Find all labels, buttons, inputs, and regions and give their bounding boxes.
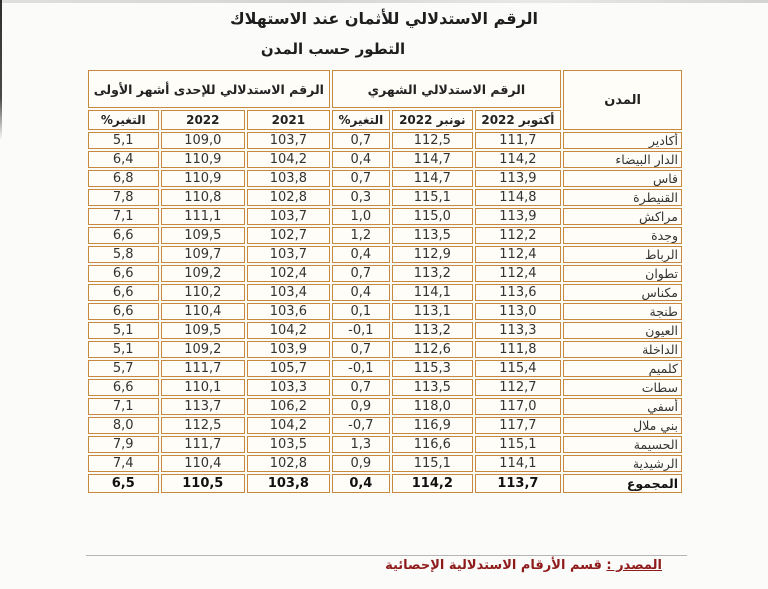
city-name-cell: سطات	[563, 379, 682, 396]
yearly-change-cell: 7,1	[88, 208, 159, 225]
column-group-monthly-index: الرقم الاستدلالي الشهري	[332, 70, 562, 108]
table-row	[88, 189, 682, 206]
index-2022-cell: 110,9	[161, 151, 246, 168]
november-index-cell: 115,1	[392, 189, 473, 206]
table-row	[88, 132, 682, 149]
index-2022-cell: 111,1	[161, 208, 246, 225]
november-index-cell: 112,6	[392, 341, 473, 358]
november-index-cell: 118,0	[392, 398, 473, 415]
october-index-cell: 111,7	[475, 132, 562, 149]
monthly-change-cell: -0,1	[332, 360, 390, 377]
monthly-change-cell: 1,3	[332, 436, 390, 453]
monthly-change-cell: -0,1	[332, 322, 390, 339]
monthly-change-cell: 0,4	[332, 246, 390, 263]
november-index-cell: 113,1	[392, 303, 473, 320]
table-row	[88, 398, 682, 415]
index-2021-cell: 103,7	[247, 132, 330, 149]
october-index-cell: 114,1	[475, 455, 562, 472]
index-2021-cell: 104,2	[247, 322, 330, 339]
monthly-change-cell: 0,3	[332, 189, 390, 206]
city-name-cell: مكناس	[563, 284, 682, 301]
october-index-cell: 115,4	[475, 360, 562, 377]
november-index-cell: 114,7	[392, 170, 473, 187]
yearly-change-cell: 6,6	[88, 284, 159, 301]
november-index-cell: 114,2	[392, 474, 473, 493]
index-2022-cell: 112,5	[161, 417, 246, 434]
yearly-change-cell: 7,4	[88, 455, 159, 472]
november-index-cell: 113,5	[392, 379, 473, 396]
cpi-by-city-table	[86, 68, 684, 495]
table-row	[88, 284, 682, 301]
november-index-cell: 115,0	[392, 208, 473, 225]
yearly-change-cell: 8,0	[88, 417, 159, 434]
index-2021-cell: 106,2	[247, 398, 330, 415]
yearly-change-cell: 5,7	[88, 360, 159, 377]
index-2021-cell: 105,7	[247, 360, 330, 377]
city-name-cell: فاس	[563, 170, 682, 187]
index-2021-cell: 103,9	[247, 341, 330, 358]
city-name-cell: بني ملال	[563, 417, 682, 434]
index-2021-cell: 103,8	[247, 474, 330, 493]
october-index-cell: 113,7	[475, 474, 562, 493]
table-body	[88, 132, 682, 493]
index-2022-cell: 111,7	[161, 436, 246, 453]
yearly-change-cell: 6,6	[88, 265, 159, 282]
index-2022-cell: 110,8	[161, 189, 246, 206]
city-name-cell: تطوان	[563, 265, 682, 282]
october-index-cell: 117,0	[475, 398, 562, 415]
monthly-change-cell: 1,2	[332, 227, 390, 244]
city-name-cell: الرباط	[563, 246, 682, 263]
november-index-cell: 112,5	[392, 132, 473, 149]
october-index-cell: 115,1	[475, 436, 562, 453]
table-row	[88, 265, 682, 282]
city-name-cell: أسفي	[563, 398, 682, 415]
index-2021-cell: 104,2	[247, 417, 330, 434]
index-2021-cell: 103,7	[247, 246, 330, 263]
november-index-cell: 114,1	[392, 284, 473, 301]
october-index-cell: 114,8	[475, 189, 562, 206]
monthly-change-cell: 0,9	[332, 455, 390, 472]
index-2022-cell: 109,5	[161, 227, 246, 244]
index-2021-cell: 103,8	[247, 170, 330, 187]
october-index-cell: 113,6	[475, 284, 562, 301]
column-header-monthly-change: التغير%	[332, 110, 390, 130]
city-name-cell: الحسيمة	[563, 436, 682, 453]
october-index-cell: 113,3	[475, 322, 562, 339]
october-index-cell: 112,4	[475, 246, 562, 263]
column-header-yearly-change: التغير%	[88, 110, 159, 130]
november-index-cell: 114,7	[392, 151, 473, 168]
october-index-cell: 113,0	[475, 303, 562, 320]
city-name-cell: مراكش	[563, 208, 682, 225]
index-2021-cell: 104,2	[247, 151, 330, 168]
index-2022-cell: 109,0	[161, 132, 246, 149]
yearly-change-cell: 6,6	[88, 379, 159, 396]
yearly-change-cell: 7,8	[88, 189, 159, 206]
index-2021-cell: 103,6	[247, 303, 330, 320]
city-name-cell: طنجة	[563, 303, 682, 320]
city-name-cell: كلميم	[563, 360, 682, 377]
document-title: الرقم الاستدلالي للأثمان عند الاستهلاك	[229, 9, 539, 28]
monthly-change-cell: 0,9	[332, 398, 390, 415]
city-name-cell: الرشيدية	[563, 455, 682, 472]
table-row	[88, 246, 682, 263]
index-2022-cell: 110,9	[161, 170, 246, 187]
yearly-change-cell: 5,1	[88, 132, 159, 149]
monthly-change-cell: 0,4	[332, 284, 390, 301]
index-2021-cell: 103,5	[247, 436, 330, 453]
october-index-cell: 113,9	[475, 170, 562, 187]
monthly-change-cell: 0,7	[332, 265, 390, 282]
table-row	[88, 170, 682, 187]
table-row	[88, 455, 682, 472]
document-subtitle: التطور حسب المدن	[260, 40, 406, 58]
november-index-cell: 115,1	[392, 455, 473, 472]
table-row	[88, 208, 682, 225]
table-row	[88, 417, 682, 434]
monthly-change-cell: 0,7	[332, 132, 390, 149]
index-2022-cell: 110,4	[161, 303, 246, 320]
index-2022-cell: 109,7	[161, 246, 246, 263]
index-2021-cell: 102,8	[247, 189, 330, 206]
yearly-change-cell: 6,4	[88, 151, 159, 168]
yearly-change-cell: 6,8	[88, 170, 159, 187]
source-note	[385, 558, 662, 573]
monthly-change-cell: -0,7	[332, 417, 390, 434]
column-header-2021: 2021	[247, 110, 330, 130]
city-name-cell: الدار البيضاء	[563, 151, 682, 168]
october-index-cell: 114,2	[475, 151, 562, 168]
index-2022-cell: 109,2	[161, 341, 246, 358]
october-index-cell: 112,4	[475, 265, 562, 282]
city-name-cell: أكادير	[563, 132, 682, 149]
monthly-change-cell: 0,7	[332, 379, 390, 396]
monthly-change-cell: 0,1	[332, 303, 390, 320]
city-name-cell: العيون	[563, 322, 682, 339]
october-index-cell: 112,2	[475, 227, 562, 244]
table-row	[88, 151, 682, 168]
source-text: قسم الأرقام الاستدلالية الإحصائية	[385, 558, 607, 573]
index-2022-cell: 111,7	[161, 360, 246, 377]
index-2022-cell: 110,2	[161, 284, 246, 301]
monthly-change-cell: 0,7	[332, 341, 390, 358]
column-header-november-2022: نونبر 2022	[392, 110, 473, 130]
city-name-cell: الداخلة	[563, 341, 682, 358]
column-group-eleven-months-index: الرقم الاستدلالي للإحدى أشهر الأولى	[88, 70, 330, 108]
index-2021-cell: 102,7	[247, 227, 330, 244]
index-2022-cell: 109,2	[161, 265, 246, 282]
index-2022-cell: 113,7	[161, 398, 246, 415]
table-row	[88, 360, 682, 377]
index-2022-cell: 109,5	[161, 322, 246, 339]
monthly-change-cell: 0,7	[332, 170, 390, 187]
scan-artifact-table-bottom-line	[86, 555, 687, 556]
index-2021-cell: 103,3	[247, 379, 330, 396]
city-name-cell: وجدة	[563, 227, 682, 244]
yearly-change-cell: 5,1	[88, 341, 159, 358]
index-2022-cell: 110,1	[161, 379, 246, 396]
column-header-cities: المدن	[563, 70, 682, 130]
index-2022-cell: 110,5	[161, 474, 246, 493]
table-total-row	[88, 474, 682, 493]
october-index-cell: 117,7	[475, 417, 562, 434]
index-2021-cell: 103,7	[247, 208, 330, 225]
yearly-change-cell: 6,6	[88, 303, 159, 320]
city-name-cell: القنيطرة	[563, 189, 682, 206]
november-index-cell: 112,9	[392, 246, 473, 263]
index-2022-cell: 110,4	[161, 455, 246, 472]
scan-artifact-top-edge	[0, 0, 768, 3]
yearly-change-cell: 6,5	[88, 474, 159, 493]
source-label: المصدر :	[606, 558, 662, 573]
column-header-2022: 2022	[161, 110, 246, 130]
november-index-cell: 113,2	[392, 265, 473, 282]
table-row	[88, 303, 682, 320]
november-index-cell: 115,3	[392, 360, 473, 377]
november-index-cell: 116,9	[392, 417, 473, 434]
index-2021-cell: 102,4	[247, 265, 330, 282]
monthly-change-cell: 0,4	[332, 474, 390, 493]
october-index-cell: 111,8	[475, 341, 562, 358]
table-row	[88, 322, 682, 339]
column-header-october-2022: أكتوبر 2022	[475, 110, 562, 130]
table-group-header-row	[88, 70, 682, 108]
yearly-change-cell: 7,9	[88, 436, 159, 453]
monthly-change-cell: 0,4	[332, 151, 390, 168]
index-2021-cell: 102,8	[247, 455, 330, 472]
october-index-cell: 112,7	[475, 379, 562, 396]
november-index-cell: 116,6	[392, 436, 473, 453]
table-row	[88, 379, 682, 396]
yearly-change-cell: 5,8	[88, 246, 159, 263]
october-index-cell: 113,9	[475, 208, 562, 225]
monthly-change-cell: 1,0	[332, 208, 390, 225]
table-row	[88, 227, 682, 244]
november-index-cell: 113,5	[392, 227, 473, 244]
table-row	[88, 436, 682, 453]
table-row	[88, 341, 682, 358]
yearly-change-cell: 5,1	[88, 322, 159, 339]
yearly-change-cell: 6,6	[88, 227, 159, 244]
november-index-cell: 113,2	[392, 322, 473, 339]
index-2021-cell: 103,4	[247, 284, 330, 301]
yearly-change-cell: 7,1	[88, 398, 159, 415]
city-name-cell: المجموع	[563, 474, 682, 493]
